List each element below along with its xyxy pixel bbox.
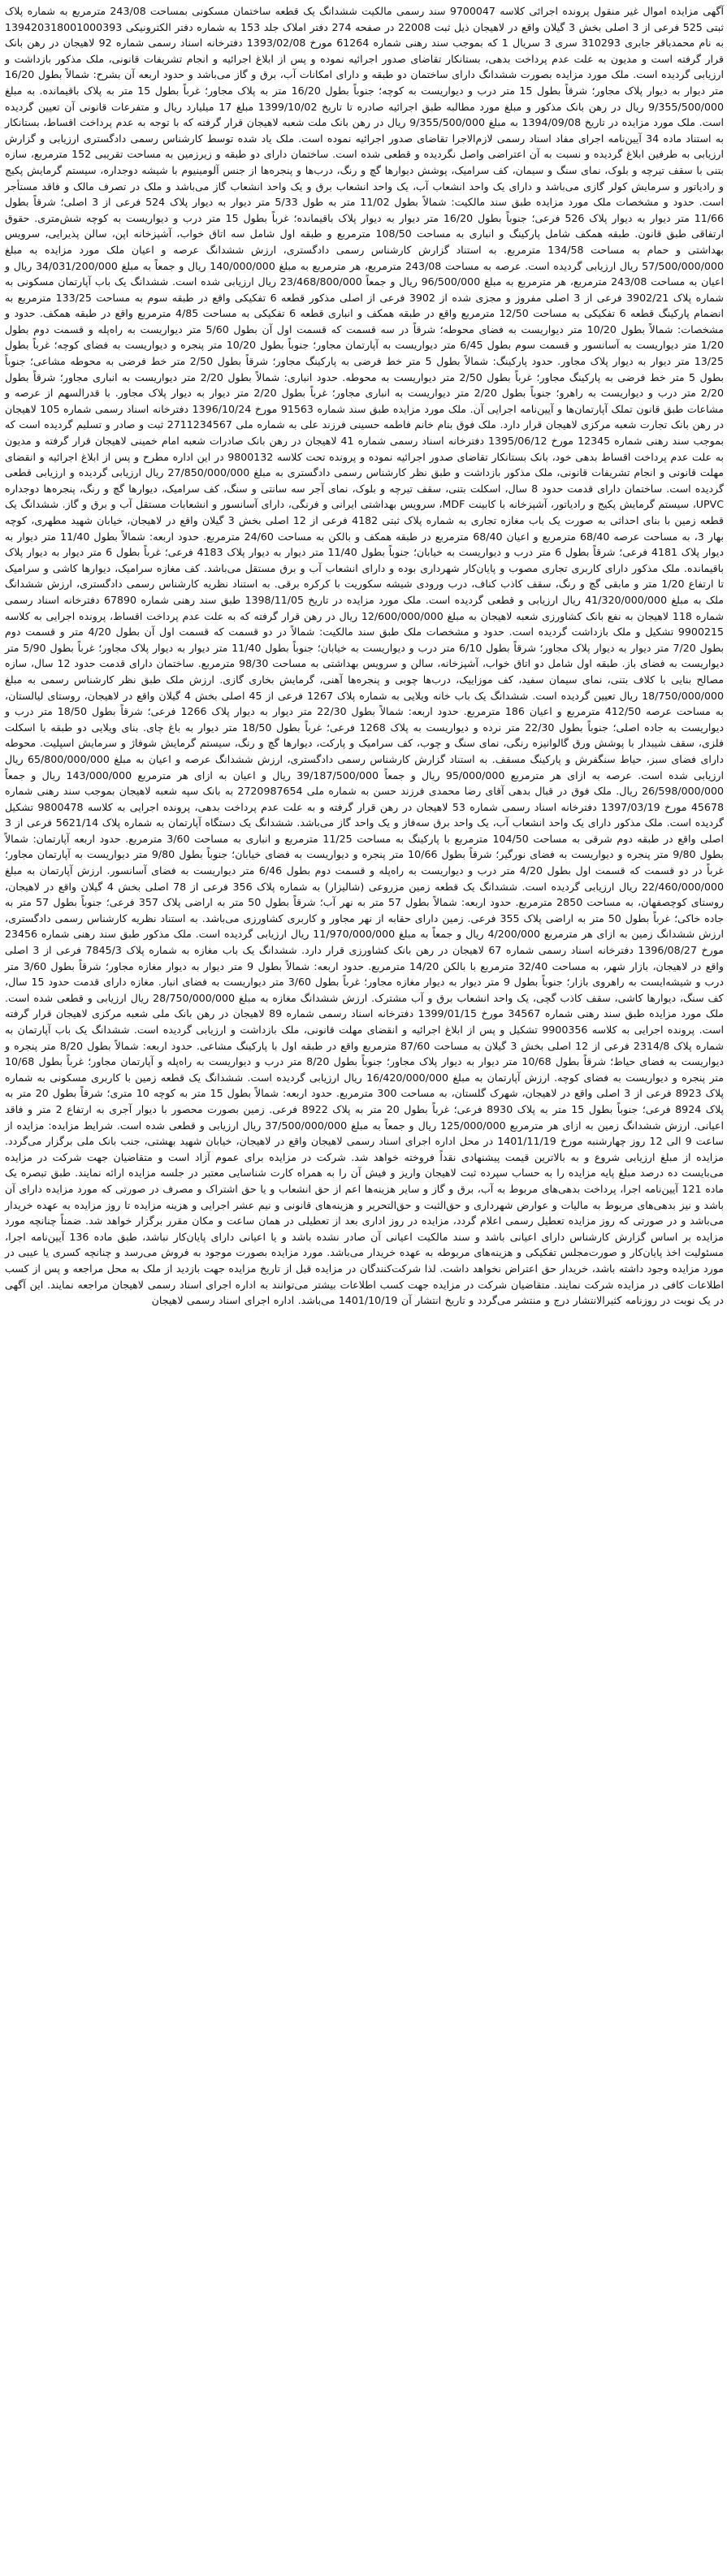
notice-paragraph: ملک فوق بنام خانم فاطمه حسینی فرزند علی به شماره ملی 2711234567 ثبت و صادر و تسلیم گردیده است که بموجب سند رهنی شماره 12345 مورخ 1395/06/12 دفترخانه اسناد رسمی شماره 41 لاهیجان در رهن بانک صادرات شعبه امام خمینی لاهیجان قرار گرفته و مدیون به علت عدم پرداخت اقساط بدهی خود، بانک بستانکار تقاضای صدور اجرائیه نموده و پرونده تحت کلاسه 9800132 در این اداره مطرح و پس از ابلاغ اجرائیه و انقضای مهلت قانونی و انجام تشریفات قانونی، ملک مذکور بازداشت و طبق نظر کارشناس رسمی دادگستری به مبلغ 27/850/000/000 ریال ارزیابی گردیده و ارزیابی قطعی گردیده است. ساختمان دارای قدمت حدود 8 سال، اسکلت بتنی، سقف تیرچه و بلوک، نمای آجر سه سانتی و سنگ، کف سرامیک، دیوارها گچ و رنگ، پنجره‌ها دوجداره UPVC، سیستم گرمایش پکیج و رادیاتور، آشپزخانه با کابینت MDF، سرویس بهداشتی ایرانی و فرنگی، دارای آسانسور و انشعابات مستقل آب و برق و گاز. <box>5 418 725 511</box>
notice-paragraph: ضمناً چنانچه مورد مزایده بر اساس گزارش کارشناس دارای اعیانی باشد و سند مالکیت اعیانی آن صادر نشده باشد و یا اعیانی دارای پایان‌کار نباشد، طبق ماده 136 آیین‌نامه اجرا، مسئولیت اخذ پایان‌کار و صورت‌مجلس تفکیکی و هزینه‌های مربوطه به عهده خریدار می‌باشد. مورد مزایده بصورت موجود به فروش می‌رسد و چنانچه کسری یا عیبی در مورد مزایده وجود داشته باشد، خریدار حق اعتراض نخواهد داشت. لذا شرکت‌کنندگان در مزایده قبل از تاریخ مزایده جهت بازدید از ملک به محل مراجعه و پس از کسب اطلاعات کافی در مزایده شرکت نمایند. متقاضیان شرکت در مزایده جهت کسب اطلاعات بیشتر می‌توانند به اداره اجرای اسناد رسمی لاهیجان مراجعه نمایند. این آگهی در یک نوبت در روزنامه کثیرالانتشار درج و منتشر می‌گردد و تاریخ انتشار آن 1401/10/19 می‌باشد. اداره اجرای اسناد رسمی لاهیجان <box>5 1214 724 1307</box>
notice-paragraph: شرایط مزایده: مزایده از ساعت 9 الی 12 روز چهارشنبه مورخ 1401/11/19 در محل اداره اجرای اسناد رسمی لاهیجان واقع در لاهیجان، خیابان شهید بهشتی، جنب بانک ملی برگزار می‌گردد. مزایده از مبلغ ارزیابی شروع و به بالاترین قیمت پیشنهادی نقداً فروخته خواهد شد. شرکت در مزایده برای عموم آزاد است و متقاضیان جهت شرکت در مزایده می‌بایست ده درصد مبلغ پایه مزایده را به حساب سپرده ثبت لاهیجان واریز و فیش آن را به همراه کارت شناسایی معتبر در جلسه مزایده ارائه نمایند. طبق تبصره یک ماده 121 آیین‌نامه اجرا، پرداخت بدهی‌های مربوط به آب، برق و گاز و سایر هزینه‌ها اعم از حق انشعاب و یا حق اشتراک و مصرف در صورتی که مورد مزایده دارای آن باشد و نیز بدهی‌های مربوط به مالیات و عوارض شهرداری و حق‌الثبت و حق‌التحریر و هزینه‌های قانونی و نیم عشر اجرایی و هزینه مزایده تا روز مزایده به عهده خریدار می‌باشد و در صورتی که روز مزایده تعطیل رسمی اعلام گردد، مزایده در روز اداری بعد از تعطیلی در همان ساعت و مکان مقرر برگزار خواهد شد. <box>5 1119 724 1227</box>
notice-paragraph: ملک مورد مزایده در تاریخ 1398/11/05 طبق سند رهنی شماره 67890 دفترخانه اسناد رسمی شماره 118 لاهیجان به نفع بانک کشاورزی شعبه لاهیجان به مبلغ 12/600/000/000 ریال در رهن قرار گرفته که به علت عدم پرداخت اقساط، پرونده اجرایی به کلاسه 9900215 تشکیل و ملک بازداشت گردیده است. حدود و مشخصات ملک طبق سند مالکیت: شمالاً در دو قسمت که قسمت اول آن بطول 4/20 متر و قسمت دوم بطول 7/20 متر دیوار به دیوار پلاک مجاور؛ شرقاً بطول 6/10 متر درب و دیواریست به خیابان؛ جنوباً بطول 11/40 متر دیوار به دیوار پلاک مجاور؛ غرباً بطول 5/90 متر دیواریست به فضای باز. طبقه اول شامل دو اتاق خواب، آشپزخانه، سالن و سرویس بهداشتی به مساحت 98/30 مترمربع. ساختمان دارای قدمت حدود 12 سال، سازه مصالح بنایی با کلاف بتنی، نمای سیمان سفید، کف موزاییک، درب‌ها چوبی و پنجره‌ها آهنی، گرمایش بخاری گازی. ارزش ملک طبق نظر کارشناس رسمی به مبلغ 18/750/000/000 ریال تعیین گردیده است. <box>5 593 725 702</box>
notice-paragraph: ششدانگ یک قطعه زمین با بنای احداثی به صورت یک باب مغازه تجاری به شماره پلاک ثبتی 4182 فرعی از 12 اصلی بخش 3 گیلان واقع در لاهیجان، خیابان شهید مطهری، کوچه بهار 3، به مساحت عرصه 68/40 مترمربع و اعیان 68/40 مترمربع در طبقه همکف و بالکن به مساحت 24/60 مترمربع. حدود اربعه: شمالاً بطول 11/40 متر دیوار به دیوار پلاک 4181 فرعی؛ شرقاً بطول 6 متر درب و دیواریست به خیابان؛ جنوباً بطول 11/40 متر دیوار به دیوار پلاک 4183 فرعی؛ غرباً بطول 6 متر دیوار به دیوار پلاک باقیمانده. ملک مذکور دارای کاربری تجاری مصوب و پایان‌کار شهرداری بوده و دارای انشعاب آب و برق مستقل می‌باشد. کف مغازه سرامیک، دیوارها کاشی و سرامیک تا ارتفاع 1/20 متر و مابقی گچ و رنگ، سقف کاذب کناف، درب ورودی شیشه سکوریت با کرکره برقی. به استناد نظریه کارشناس رسمی دادگستری، ارزش ششدانگ ملک به مبلغ 41/320/000/000 ریال ارزیابی و قطعی گردیده است. <box>5 498 724 606</box>
notice-paragraph: ملک فوق در قبال بدهی آقای رضا محمدی فرزند حسن به شماره ملی 2720987654 به بانک سپه شعبه لاهیجان بموجب سند رهنی شماره 45678 مورخ 1397/03/19 دفترخانه اسناد رسمی شماره 53 لاهیجان در رهن قرار گرفته و به علت عدم پرداخت بدهی، پرونده اجرایی به کلاسه 9800478 تشکیل گردیده است. ملک مذکور دارای یک واحد انشعاب آب، یک واحد برق سه‌فاز و یک واحد گاز می‌باشد. ششدانگ یک دستگاه آپارتمان به شماره پلاک 5621/14 فرعی از 3 اصلی واقع در طبقه دوم شرقی به مساحت 104/50 مترمربع با پارکینگ به مساحت 11/25 مترمربع و انباری به مساحت 3/60 مترمربع. حدود اربعه آپارتمان: شمالاً بطول 9/80 متر پنجره و دیواریست به فضای نورگیر؛ شرقاً بطول 10/66 متر پنجره و دیواریست به فضای خیابان؛ جنوباً بطول 9/80 متر دیواریست به آپارتمان مجاور؛ غرباً در دو قسمت که قسمت اول بطول 4/20 متر درب و دیواریست به راه‌پله و قسمت دوم بطول 6/46 متر دیواریست به فضای آسانسور. ارزش آپارتمان به مبلغ 22/460/000/000 ریال ارزیابی گردیده است. <box>5 785 725 893</box>
notice-paragraph: ملک مورد مزایده در تاریخ 1394/09/08 به مبلغ 9/355/500/000 ریال در رهن بانک ملت شعبه لاهیجان قرار گرفته که با توجه به عدم پرداخت اقساط، بستانکار به استناد ماده 34 آیین‌نامه اجرای مفاد اسناد رسمی لازم‌الاجرا تقاضای صدور اجرائیه نموده است. ملک یاد شده توسط کارشناس رسمی دادگستری ارزیابی و گزارش ارزیابی به طرفین ابلاغ گردیده و نسبت به آن اعتراضی واصل نگردیده و قطعی شده است. ساختمان دارای دو طبقه و زیرزمین به مساحت تقریبی 152 مترمربع، سازه بتنی با سقف تیرچه و بلوک، نمای سنگ و سیمان، کف سرامیک، پوشش دیوارها گچ و رنگ، درب‌ها و پنجره‌ها از جنس آلومینیوم با شیشه دوجداره، سیستم گرمایش پکیج و رادیاتور و سرمایش کولر گازی می‌باشد و دارای یک واحد انشعاب آب، یک واحد انشعاب برق و یک واحد انشعاب گاز می‌باشد و ملک در تصرف مالک و فاقد مستأجر است. <box>5 116 724 209</box>
notice-paragraph: ششدانگ یک باب آپارتمان مسکونی به شماره پلاک 3902/21 فرعی از 3 اصلی مفروز و مجزی شده از 3902 فرعی از اصلی مذکور قطعه 6 تفکیکی واقع در طبقه سوم به مساحت 133/25 مترمربع به انضمام پارکینگ قطعه 6 تفکیکی به مساحت 12/50 مترمربع واقع در طبقه همکف و انباری قطعه 6 تفکیکی به مساحت 4/85 مترمربع واقع در طبقه همکف. حدود و مشخصات: شمالاً بطول 10/20 متر دیواریست به فضای محوطه؛ شرقاً در سه قسمت که قسمت اول آن بطول 5/60 متر دیواریست به راه‌پله و قسمت دوم بطول 1/20 متر دیواریست به آسانسور و قسمت سوم بطول 6/45 متر دیواریست به آپارتمان مجاور؛ جنوباً بطول 10/20 متر پنجره و دیواریست به فضای کوچه؛ غرباً بطول 13/25 متر دیوار به دیوار پلاک مجاور. حدود پارکینگ: شمالاً بطول 5 متر خط فرضی به پارکینگ مجاور؛ شرقاً بطول 2/50 متر خط فرضی به محوطه مشاعی؛ جنوباً بطول 5 متر خط فرضی به پارکینگ مجاور؛ غرباً بطول 2/50 متر دیواریست به محوطه. حدود انباری: شمالاً بطول 2/20 متر دیواریست به انباری مجاور؛ شرقاً بطول 2/20 متر درب و دیواریست به راهرو؛ جنوباً بطول 2/20 متر دیواریست به انباری مجاور؛ غرباً بطول 2/20 متر دیوار به دیوار پلاک مجاور. با قدرالسهم از عرصه و مشاعات طبق قانون تملک آپارتمان‌ها و آیین‌نامه اجرایی آن. ملک مورد مزایده طبق سند شماره 91563 مورخ 1396/10/24 دفترخانه اسناد رسمی شماره 105 لاهیجان در رهن بانک تجارت شعبه مرکزی لاهیجان قرار دارد. <box>5 275 725 431</box>
notice-paragraph: حدود و مشخصات ملک مورد مزایده طبق سند مالکیت: شمالاً بطول 11/02 متر به طول 5/33 متر دیوار به دیوار پلاک 524 فرعی از 3 اصلی؛ شرقاً بطول 11/66 متر دیوار به دیوار پلاک 526 فرعی؛ جنوباً بطول 16/20 متر دیوار به دیوار پلاک باقیمانده؛ غرباً بطول 15 متر درب و دیواریست به کوچه شش‌متری. حقوق ارتفاقی طبق قانون. طبقه همکف شامل پارکینگ و انباری به مساحت 108/50 مترمربع و طبقه اول شامل سه اتاق خواب، آشپزخانه اپن، سالن پذیرایی، سرویس بهداشتی و حمام به مساحت 134/58 مترمربع. به استناد گزارش کارشناس رسمی دادگستری، ارزش ششدانگ عرصه و اعیان ملک مورد مزایده به مبلغ 57/500/000/000 ریال ارزیابی گردیده است. عرصه به مساحت 243/08 مترمربع، هر مترمربع به مبلغ 140/000/000 ریال و جمعاً به مبلغ 34/031/200/000 ریال و اعیان به مساحت 243/08 مترمربع، هر مترمربع به مبلغ 96/500/000 ریال و جمعاً 23/468/800/000 ریال ارزیابی شده است. <box>5 196 724 288</box>
notice-paragraph: آگهی مزایده اموال غیر منقول پرونده اجرائی کلاسه 9700047 سند رسمی مالکیت ششدانگ یک قطعه ساختمان مسکونی بمساحت 243/08 مترمربع به شماره پلاک ثبتی 525 فرعی از 3 اصلی بخش 3 گیلان واقع در لاهیجان ذیل ثبت 22008 در صفحه 274 دفتر املاک جلد 153 به شماره دفتر الکترونیکی 139420318001000393 به نام محمدباقر جابری 310293 سری 3 سریال 1 که بموجب سند رهنی شماره 61264 مورخ 1393/02/08 دفترخانه اسناد رسمی شماره 92 لاهیجان در رهن بانک قرار گرفته است و مدیون به علت عدم پرداخت بدهی، بستانکار تقاضای صدور اجرائیه نموده و پس از ابلاغ اجرائیه و انجام تشریفات قانونی، ملک مذکور بازداشت و ارزیابی گردیده است. ملک مورد مزایده بصورت ششدانگ دارای ساختمان دو طبقه و دارای امکانات آب، برق و گاز می‌باشد و حدود اربعه آن بشرح: شمالاً بطول 16/20 متر دیوار به دیوار پلاک مجاور؛ شرقاً بطول 15 متر درب و دیواریست به کوچه؛ جنوباً بطول 16/20 متر به پلاک مجاور؛ غرباً بطول 15 متر به پلاک باقیمانده. به مبلغ 9/355/500/000 ریال در رهن بانک مذکور و مبلغ مورد مطالبه طبق اجرائیه صادره تا تاریخ 1399/10/02 مبلغ 17 میلیارد ریال و متفرعات قانونی آن تعیین گردیده است. <box>5 5 725 129</box>
notice-paragraph: ششدانگ یک باب مغازه به شماره پلاک 7845/3 فرعی از 3 اصلی واقع در لاهیجان، بازار شهر، به مساحت 32/40 مترمربع با بالکن 14/20 مترمربع. حدود اربعه: شمالاً بطول 9 متر دیوار به دیوار مغازه مجاور؛ شرقاً بطول 3/60 متر درب و شیشه‌ایست به راهروی بازار؛ جنوباً بطول 9 متر دیوار به دیوار مغازه مجاور؛ غرباً بطول 3/60 متر دیواریست به فضای انبار. مغازه دارای قدمت حدود 15 سال، کف سنگ، دیوارها کاشی، سقف کاذب گچی، یک واحد انشعاب برق و آب مشترک. ارزش ششدانگ مغازه به مبلغ 28/750/000/000 ریال ارزیابی و قطعی شده است. <box>5 944 724 1004</box>
notice-paragraph: ششدانگ یک قطعه زمین مزروعی (شالیزار) به شماره پلاک 356 فرعی از 78 اصلی بخش 4 گیلان واقع در لاهیجان، روستای کوچصفهان، به مساحت 2850 مترمربع. حدود اربعه: شمالاً بطول 57 متر به نهر آب؛ شرقاً بطول 50 متر به اراضی پلاک 357 فرعی؛ جنوباً بطول 57 متر به جاده خاکی؛ غرباً بطول 50 متر به اراضی پلاک 355 فرعی. زمین دارای حقابه از نهر مجاور و کاربری کشاورزی می‌باشد. به استناد نظریه کارشناس رسمی دادگستری، ارزش ششدانگ زمین به ازای هر مترمربع 4/200/000 ریال و جمعاً به مبلغ 11/970/000/000 ریال ارزیابی گردیده است. ملک مذکور طبق سند رهنی شماره 23456 مورخ 1396/08/27 دفترخانه اسناد رسمی شماره 67 لاهیجان در رهن بانک کشاورزی قرار دارد. <box>5 880 725 957</box>
notice-paragraph: ششدانگ یک قطعه زمین با کاربری مسکونی به شماره پلاک 8923 فرعی از 3 اصلی واقع در لاهیجان، شهرک گلستان، به مساحت 300 مترمربع. حدود اربعه: شمالاً بطول 15 متر به کوچه 10 متری؛ شرقاً بطول 20 متر به پلاک 8924 فرعی؛ جنوباً بطول 15 متر به پلاک 8930 فرعی؛ غرباً بطول 20 متر به پلاک 8922 فرعی. زمین بصورت محصور با دیوار آجری به ارتفاع 2 متر و فاقد اعیانی. ارزش ششدانگ زمین به ازای هر مترمربع 125/000/000 ریال و جمعاً به مبلغ 37/500/000/000 ریال ارزیابی و قطعی شده است. <box>5 1071 725 1132</box>
auction-notice-text <box>5 3 724 1309</box>
notice-paragraph: ششدانگ یک باب خانه ویلایی به شماره پلاک 1267 فرعی از 45 اصلی بخش 4 گیلان واقع در لاهیجان، روستای لیالستان، به مساحت عرصه 412/50 مترمربع و اعیان 186 مترمربع. حدود اربعه: شمالاً بطول 22/30 متر دیوار به دیوار پلاک 1266 فرعی؛ شرقاً بطول 18/50 متر درب و دیواریست به جاده اصلی؛ جنوباً بطول 22/30 متر نرده و دیواریست به پلاک 1268 فرعی؛ غرباً بطول 18/50 متر دیوار به باغ چای. بنای ویلایی دو طبقه با اسکلت فلزی، سقف شیبدار با پوشش ورق گالوانیزه رنگی، نمای سنگ و چوب، کف سرامیک و پارکت، دیوارها گچ و رنگ، سیستم گرمایش شوفاژ و سرمایش اسپلیت. محوطه دارای فضای سبز، حیاط سنگفرش و پارکینگ مسقف. به استناد گزارش کارشناس رسمی دادگستری، ارزش ششدانگ عرصه و اعیان به مبلغ 65/800/000/000 ریال ارزیابی شده است. عرصه به ازای هر مترمربع 95/000/000 ریال و جمعاً 39/187/500/000 ریال و اعیان به ازای هر مترمربع 143/000/000 ریال و جمعاً 26/598/000/000 ریال. <box>5 689 725 798</box>
notice-paragraph: ملک مورد مزایده طبق سند رهنی شماره 34567 مورخ 1399/01/15 دفترخانه اسناد رسمی شماره 89 لاهیجان در رهن بانک ملی شعبه مرکزی لاهیجان قرار گرفته است. پرونده اجرایی به کلاسه 9900356 تشکیل و پس از ابلاغ اجرائیه و انقضای مهلت قانونی، ملک بازداشت و ارزیابی گردیده است. ششدانگ یک باب آپارتمان به شماره پلاک 2314/8 فرعی از 12 اصلی بخش 3 گیلان به مساحت 87/60 مترمربع واقع در طبقه اول با پارکینگ مشاعی. حدود اربعه: شمالاً بطول 8/20 متر پنجره و دیواریست به فضای حیاط؛ شرقاً بطول 10/68 متر دیوار به دیوار پلاک مجاور؛ جنوباً بطول 8/20 متر درب و دیواریست به راه‌پله و آپارتمان مجاور؛ غرباً بطول 10/68 متر پنجره و دیواریست به فضای کوچه. ارزش آپارتمان به مبلغ 16/420/000/000 ریال ارزیابی گردیده است. <box>5 1007 725 1084</box>
